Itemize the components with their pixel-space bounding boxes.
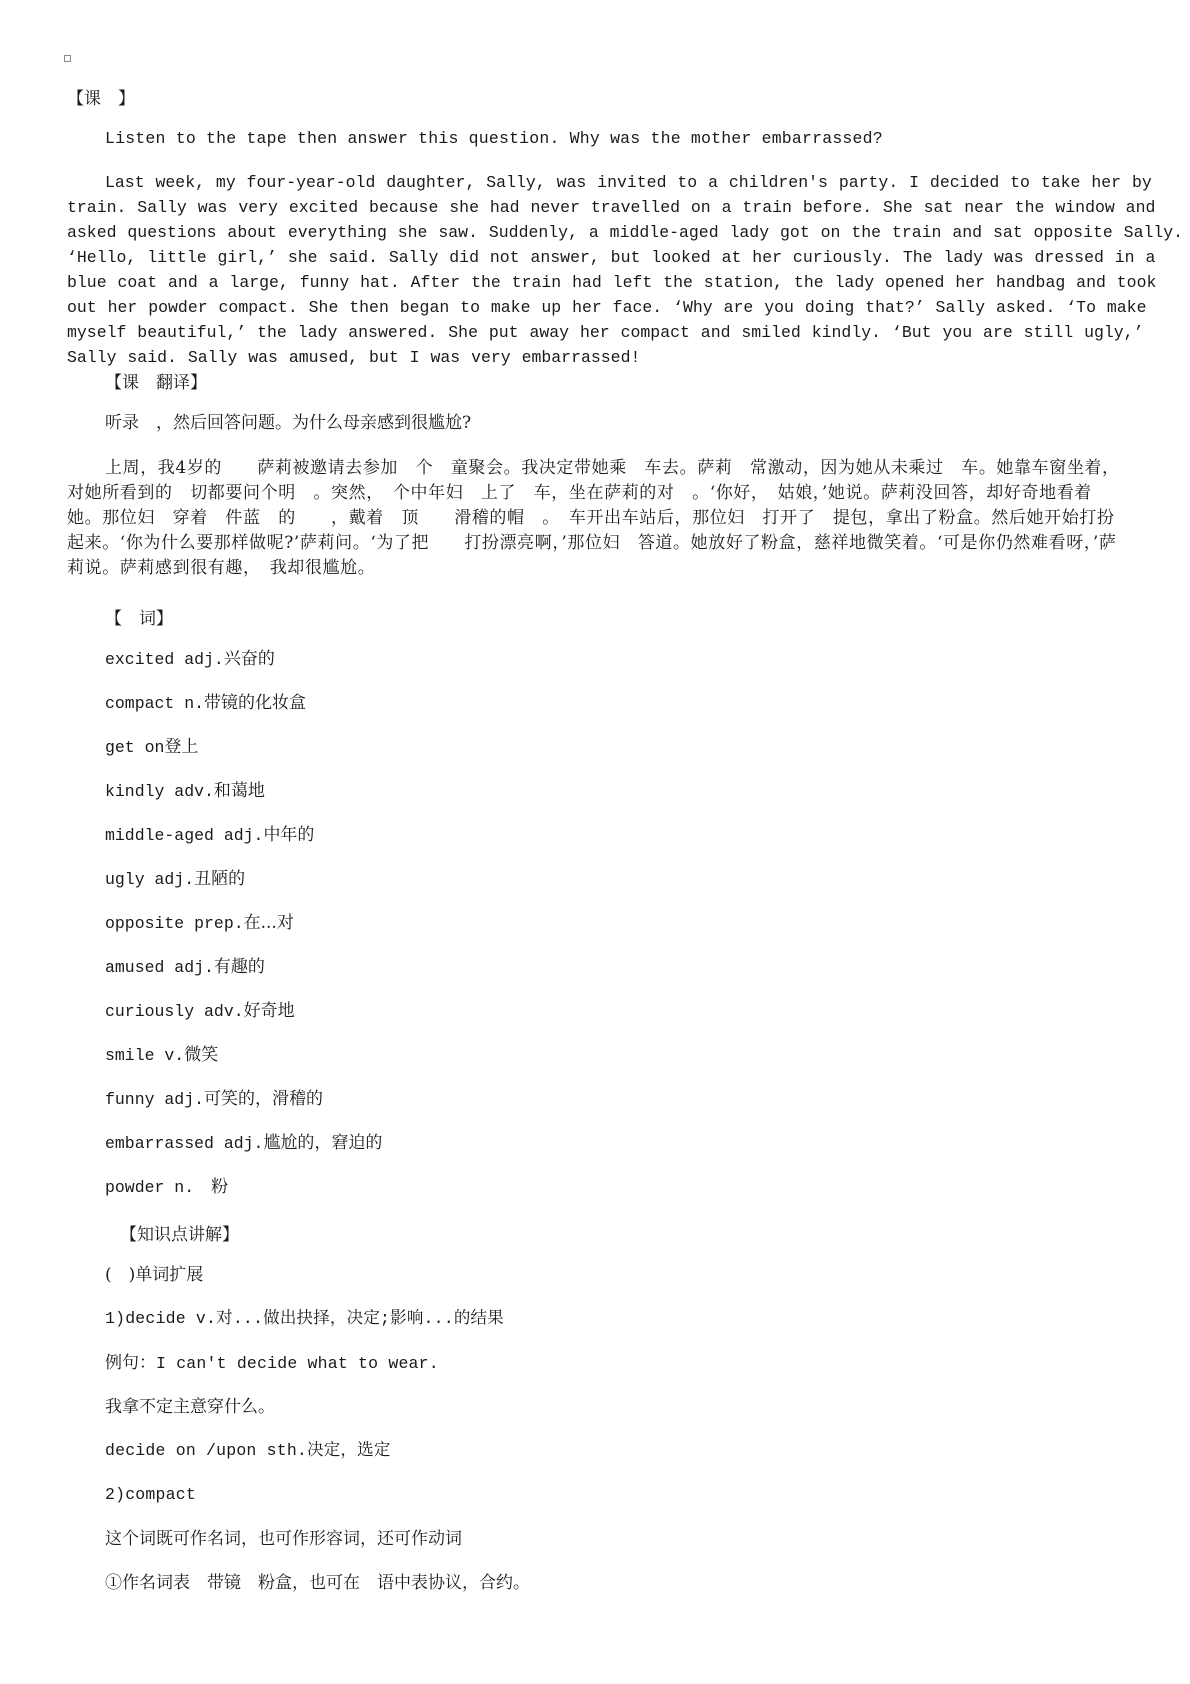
heading-vocabulary: 【 词】 [105,609,173,629]
vocab-word: compact n. [105,694,205,713]
example-translation: 我拿不定主意穿什么。 [105,1397,275,1417]
heading-lesson-translation: 【课 翻译】 [105,373,207,393]
vocab-item [105,824,314,847]
vocab-meaning: 在...对 [243,913,294,933]
vocab-word: ugly adj. [105,870,195,889]
knowledge-item-decide: 1)decide v.对...做出抉择，决定;影响...的结果 [105,1309,504,1328]
vocab-item [105,912,294,935]
vocab-meaning: 好奇地 [243,1001,295,1021]
vocab-item [105,1088,323,1111]
vocab-item [105,956,265,979]
vocab-meaning: 和蔼地 [213,781,265,801]
vocab-meaning: 登上 [164,737,199,757]
vocab-word: smile v. [105,1046,185,1065]
knowledge-item-compact: 2)compact [105,1485,196,1504]
vocab-item [105,648,275,671]
translation-paragraph: 上周，我4岁的 萨莉被邀请去参加 个 童聚会。我决定带她乘 车去。萨莉 常激动，因为她从未乘过 车。她靠车窗坐着，对她所看到的 切都要问个明 。突然， 个中年妇 上了 车，坐在萨莉的对 。‘你好， 姑娘，’她说。萨莉没回答，却好奇地看着她。那位妇 穿着 件蓝 的 ，戴着 顶 滑稽的帽 。 车开出车站后，那位妇 打开了 提包，拿出了粉盒。然后她开始打扮起来。‘你为什么要那样做呢?’萨莉问。‘为了把 打扮漂亮啊，’那位妇 答道。她放好了粉盒，慈祥地微笑着。‘可是你仍然难看呀，’萨莉说。萨莉感到很有趣， 我却很尴尬。 [67,458,1120,578]
vocab-meaning: 中年的 [263,825,315,845]
vocab-word: kindly adv. [105,782,214,801]
vocab-meaning: 可笑的，滑稽的 [204,1089,324,1109]
heading-knowledge-points: 【知识点讲解】 [120,1225,239,1245]
vocab-item [105,1044,218,1067]
vocab-word: embarrassed adj. [105,1134,264,1153]
knowledge-section-title: ( )单词扩展 [105,1265,204,1285]
vocab-item [105,736,198,759]
lesson-question: Listen to the tape then answer this question. Why was the mother embarrassed? [105,129,883,148]
vocab-meaning: 尴尬的，窘迫的 [263,1133,383,1153]
vocab-item [105,1000,295,1023]
vocab-item [105,692,306,715]
heading-lesson-text: 【课 】 [67,89,135,109]
corner-mark [64,55,71,62]
vocab-word: powder n. [105,1178,195,1197]
vocab-word: excited adj. [105,650,224,669]
vocab-item [105,780,265,803]
example-english: I can't decide what to wear. [156,1354,439,1373]
vocab-meaning: 带镜的化妆盒 [204,693,307,713]
phrase-decide-on: decide on /upon sth.决定，选定 [105,1441,391,1460]
vocab-word: curiously adv. [105,1002,244,1021]
vocab-item [105,1132,382,1155]
vocab-word: funny adj. [105,1090,205,1109]
example-label: 例句： [105,1353,156,1373]
compact-description: 这个词既可作名词，也可作形容词，还可作动词 [105,1529,462,1549]
vocab-word: amused adj. [105,958,214,977]
compact-noun-usage: ①作名词表 带镜 粉盒，也可在 语中表协议，合约。 [105,1573,530,1593]
vocab-meaning: 微笑 [184,1045,219,1065]
vocab-item [105,868,245,891]
vocab-word: middle-aged adj. [105,826,264,845]
vocab-meaning: 丑陋的 [194,869,246,889]
translation-question: 听录 ，然后回答问题。为什么母亲感到很尴尬? [105,413,472,433]
vocab-meaning: 有趣的 [213,957,265,977]
vocab-meaning: 粉 [194,1177,229,1197]
vocab-item [105,1176,228,1199]
example-sentence [105,1352,439,1375]
vocab-meaning: 兴奋的 [223,649,275,669]
lesson-paragraph: Last week, my four-year-old daughter, Sally, was invited to a children's party. I decided to take her by train. Sally was very excited because she had never travelled on a train before. She sat near the window and asked questions about everything she saw. Suddenly, a middle-aged lady got on the train and sat opposite Sally. ‘Hello, little girl,’ she said. Sally did not answer, but looked at her curiously. The lady was dressed in a blue coat and a large, funny hat. After the train had left the station, the lady opened her handbag and took out her powder compact. She then began to make up her face. ‘Why are you doing that?’ Sally asked. ‘To make myself beautiful,’ the lady answered. She put away her compact and smiled kindly. ‘But you are still ugly,’ Sally said. Sally was amused, but I was very embarrassed! [67,173,1184,367]
vocab-word: opposite prep. [105,914,244,933]
vocab-word: get on [105,738,165,757]
